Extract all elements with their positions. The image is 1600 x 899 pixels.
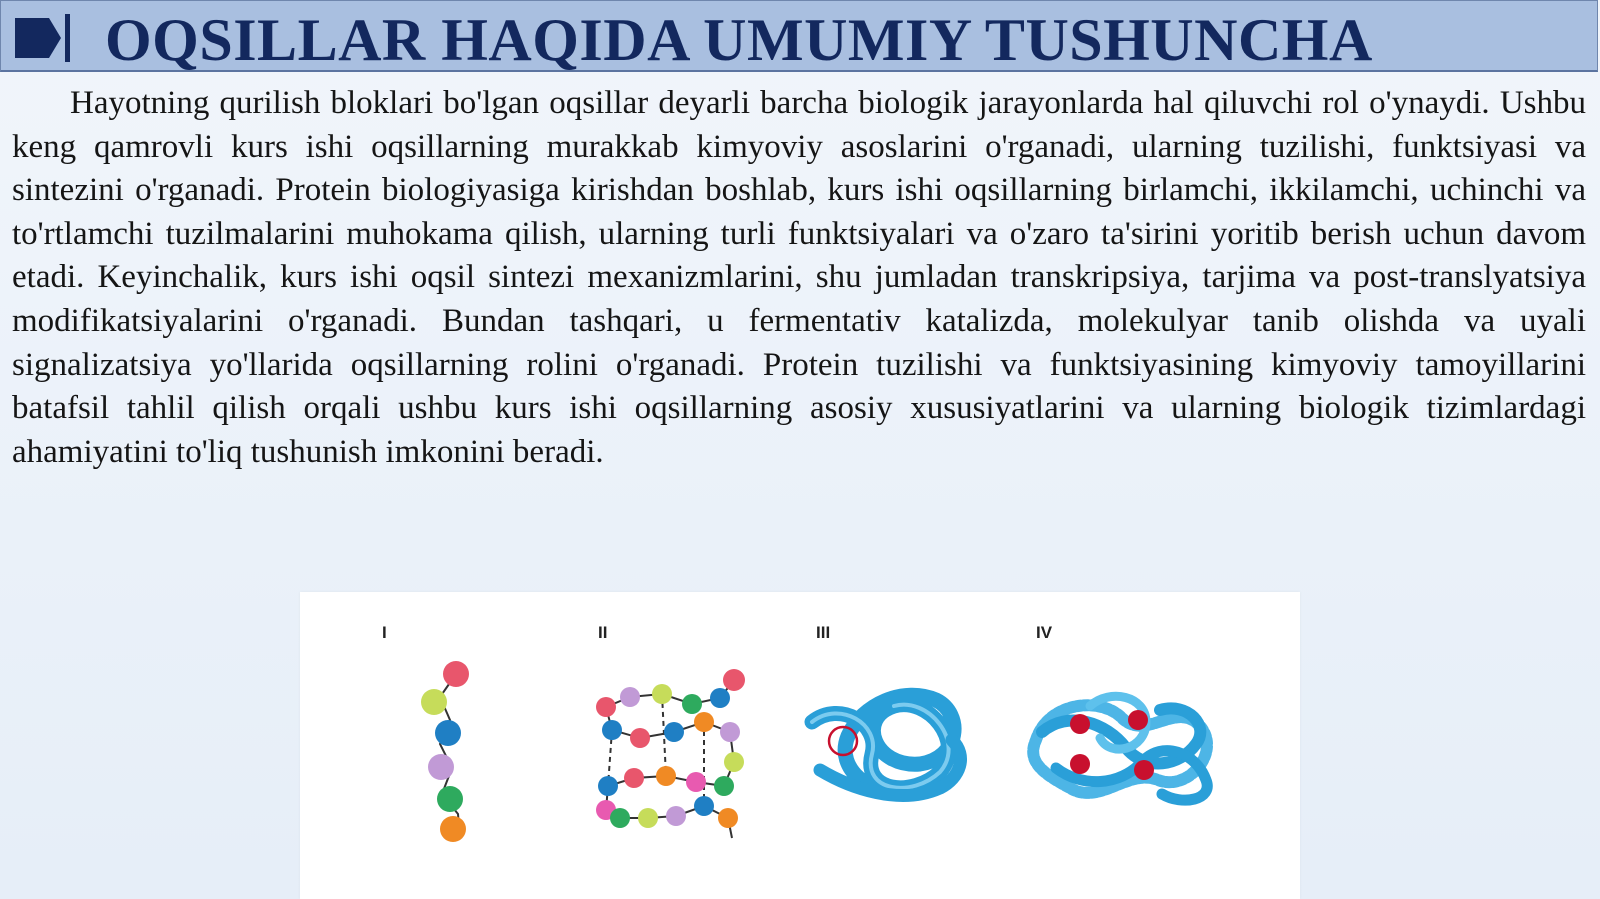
slide-title: OQSILLAR HAQIDA UMUMIY TUSHUNCHA [105,7,1373,73]
tertiary-structure-fold [812,695,961,795]
play-bullet-icon [13,12,75,64]
label-tertiary: III [816,623,831,642]
secondary-structure-sheet [596,669,745,838]
primary-structure-chain [421,661,469,842]
title-bar [0,0,1598,72]
label-quaternary: IV [1036,623,1053,642]
label-secondary: II [598,623,608,642]
protein-structure-figure [300,592,1300,899]
quaternary-structure-complex [1033,696,1207,800]
protein-structure-diagram [300,592,1300,899]
body-paragraph: Hayotning qurilish bloklari bo'lgan oqsillar deyarli barcha biologik jarayonlarda hal qiluvchi rol o'ynaydi. Ushbu keng qamrovli kurs ishi oqsillarning murakkab kimyoviy asoslarini o'rganadi, ularning tuzilishi, funktsiyasi va sintezini o'rganadi. Protein biologiyasiga kirishdan boshlab, kurs ishi oqsillarning birlamchi, ikkilamchi, uchinchi va to'rtlamchi tuzilmalarini muhokama qilish, ularning turli funktsiyalari va o'zaro ta'sirini yoritib berish uchun davom etadi. Keyinchalik, kurs ishi oqsil sintezi mexanizmlarini, shu jumladan transkripsiya, tarjima va post-translyatsiya modifikatsiyalarini o'rganadi. Bundan tashqari, u fermentativ katalizda, molekulyar tanib olishda va uyali signalizatsiya yo'llarida oqsillarning rolini o'rganadi. Protein tuzilishi va funktsiyasining kimyoviy tamoyillarini batafsil tahlil qilish orqali ushbu kurs ishi oqsillarning asosiy xususiyatlarini va ularning biologik tizimlardagi ahamiyatini to'liq tushunish imkonini beradi. [12,85,1586,470]
label-primary: I [382,623,387,642]
